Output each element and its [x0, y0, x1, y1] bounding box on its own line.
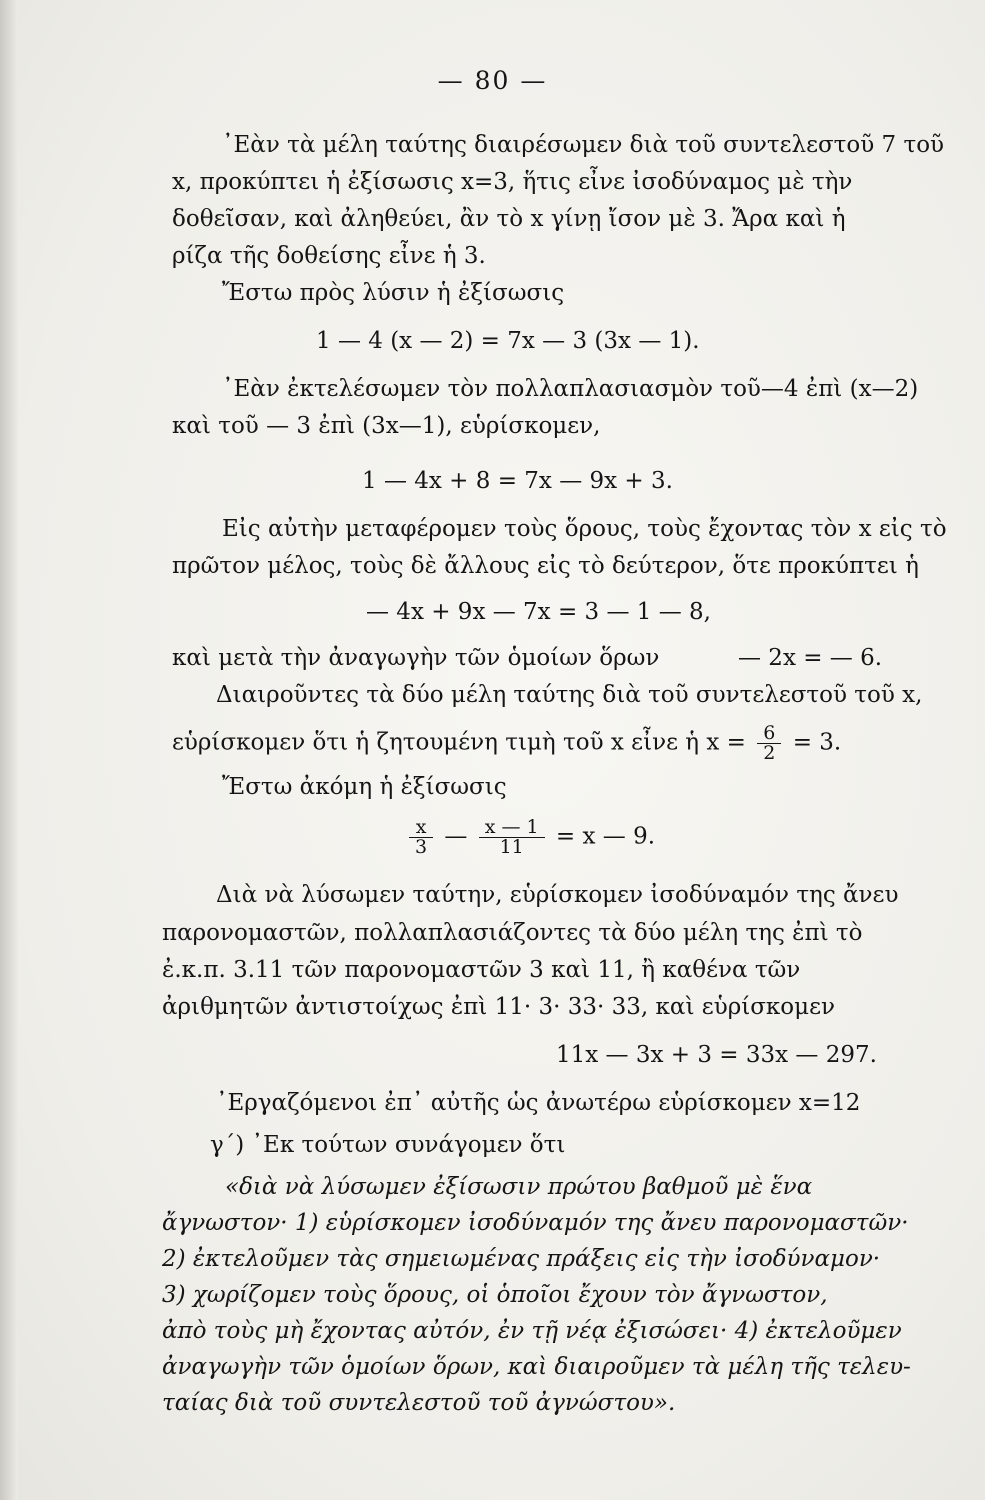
equation [405, 818, 655, 857]
text-line: ἐ.κ.π. 3.11 τῶν παρονομαστῶν 3 καὶ 11, ἢ καθένα τῶν [162, 957, 801, 983]
text-line: παρονομαστῶν, πολλαπλασιάζοντες τὰ δύο μέλη της ἐπὶ τὸ [162, 920, 863, 946]
text-line: Διαιροῦντες τὰ δύο μέλη ταύτης διὰ τοῦ συντελεστοῦ τοῦ x, [216, 682, 923, 708]
equation: — 4x + 9x — 7x = 3 — 1 — 8, [366, 599, 711, 625]
text-line: γ´) ᾿Εκ τούτων συνάγομεν ὅτι [210, 1132, 566, 1158]
rule-text-line: 2) ἐκτελοῦμεν τὰς σημειωμένας πράξεις εἰς τὴν ἰσοδύναμον· [162, 1246, 881, 1272]
text-line: ᾿Εὰν ἐκτελέσωμεν τὸν πολλαπλασιασμὸν τοῦ—4 ἐπὶ (x—2) [222, 376, 919, 402]
page-number: — 80 — [437, 66, 548, 95]
text-line: καὶ μετὰ τὴν ἀναγωγὴν τῶν ὁμοίων ὅρων [172, 645, 660, 671]
text-span: = 3. [792, 729, 842, 756]
fraction-numerator: x [409, 818, 433, 838]
text-line: ἀριθμητῶν ἀντιστοίχως ἐπὶ 11· 3· 33· 33, καὶ εὑρίσκομεν [162, 994, 835, 1020]
text-line: πρῶτον μέλος, τοὺς δὲ ἄλλους εἰς τὸ δεύτερον, ὅτε προκύπτει ἡ [172, 553, 919, 579]
minus-sign: — [444, 823, 468, 850]
page-spine-shadow [0, 0, 18, 1500]
text-line: ᾿Εὰν τὰ μέλη ταύτης διαιρέσωμεν διὰ τοῦ συντελεστοῦ 7 τοῦ [222, 132, 945, 158]
text-line [172, 724, 841, 763]
text-line: ρίζα τῆς δοθείσης εἶνε ἡ 3. [172, 243, 486, 269]
rule-text-line: ἀπὸ τοὺς μὴ ἔχοντας αὐτόν, ἐν τῇ νέᾳ ἐξισώσει· 4) ἐκτελοῦμεν [162, 1318, 902, 1344]
text-line: Ἔστω πρὸς λύσιν ἡ ἐξίσωσις [222, 280, 565, 306]
text-line: καὶ τοῦ — 3 ἐπὶ (3x—1), εὑρίσκομεν, [172, 413, 601, 439]
rule-text-line: «διὰ νὰ λύσωμεν ἐξίσωσιν πρώτου βαθμοῦ μὲ ἕνα [225, 1174, 813, 1200]
text-line: δοθεῖσαν, καὶ ἀληθεύει, ἂν τὸ x γίνῃ ἴσον μὲ 3. Ἄρα καὶ ἡ [172, 206, 846, 232]
equation: 1 — 4 (x — 2) = 7x — 3 (3x — 1). [316, 328, 700, 354]
rule-text-line: ταίας διὰ τοῦ συντελεστοῦ τοῦ ἀγνώστου». [162, 1390, 676, 1416]
fraction-numerator: x — 1 [479, 818, 545, 838]
rule-text-line: 3) χωρίζομεν τοὺς ὅρους, οἱ ὁποῖοι ἔχουν τὸν ἄγνωστον, [162, 1282, 828, 1308]
text-line: Διὰ νὰ λύσωμεν ταύτην, εὑρίσκομεν ἰσοδύναμόν της ἄνευ [216, 882, 899, 908]
equation: 11x — 3x + 3 = 33x — 297. [556, 1042, 877, 1068]
fraction-denominator: 3 [415, 836, 428, 858]
equation-rhs: = x — 9. [555, 823, 656, 850]
text-line: Εἰς αὐτὴν μεταφέρομεν τοὺς ὅρους, τοὺς ἔχοντας τὸν x εἰς τὸ [222, 516, 947, 542]
text-line: x, προκύπτει ἡ ἐξίσωσις x=3, ἥτις εἶνε ἰσοδύναμος μὲ τὴν [172, 169, 853, 195]
rule-text-line: ἄγνωστον· 1) εὑρίσκομεν ἰσοδύναμόν της ἄνευ παρονομαστῶν· [162, 1210, 909, 1236]
fraction [479, 818, 545, 857]
fraction-numerator: 6 [757, 724, 781, 744]
fraction [409, 818, 433, 857]
fraction [757, 724, 781, 763]
fraction-denominator: 2 [763, 742, 776, 764]
equation: 1 — 4x + 8 = 7x — 9x + 3. [362, 468, 673, 494]
rule-text-line: ἀναγωγὴν τῶν ὁμοίων ὅρων, καὶ διαιροῦμεν τὰ μέλη τῆς τελευ- [162, 1354, 911, 1380]
text-line: ᾿Εργαζόμενοι ἐπ᾿ αὐτῆς ὡς ἀνωτέρω εὑρίσκομεν x=12 [216, 1090, 861, 1116]
fraction-denominator: 11 [499, 836, 524, 858]
equation: — 2x = — 6. [738, 645, 883, 671]
text-line: Ἔστω ἀκόμη ἡ ἐξίσωσις [222, 774, 507, 800]
text-span: εὑρίσκομεν ὅτι ἡ ζητουμένη τιμὴ τοῦ x εἶνε ἡ x = [172, 729, 746, 756]
